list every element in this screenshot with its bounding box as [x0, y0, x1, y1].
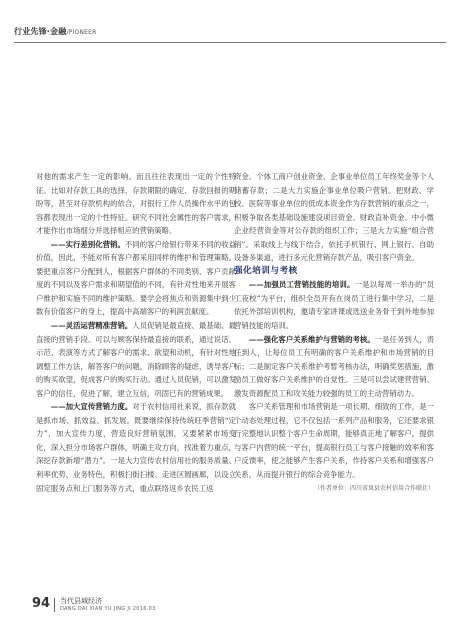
author-note: （作者单位：四川省岚县农村信用合作联社）: [313, 484, 434, 492]
blank-image-area: [14, 52, 446, 164]
page-number: 94: [32, 596, 51, 611]
left-column: [36, 170, 236, 495]
section-header: 行业先锋·金融/PIONEER: [14, 27, 97, 36]
section-title: 强化培训与考核: [234, 265, 298, 276]
left-paragraph-2-text: 不同的客户给银行带来不同的收益价值，因此，不能对所有客户都采用同样的维护和管理策略。要把重点客户分配到人，根据客户群体的不同类别、客户贡献度的不同以及客户需求和期望值的不同，有针对性地来开展客户维护和实施不同的维护策略。要学会将焦点和资源集中到少数有价值客户的身上，提高中高端客户的利润贡献度。: [36, 239, 236, 317]
right-paragraph-3: [234, 333, 434, 401]
page-footer: [14, 596, 434, 620]
left-paragraph-1: 对他的需求产生一定的影响。而且往往表现出一定的个性特征。比如对存款工具的选择、存款期限的确定、存款回报的期盼等，甚至对存款机构的依合，对银行工作人员操作水平的包容都表现出一定的个性特征。研究不同社会属性的客户需求，才能作出市场细分并选择相应的营销策略。: [36, 172, 236, 236]
header-title: 行业先锋·金融: [14, 27, 67, 36]
magazine-subtitle: DANG DAI XIAN YU JING JI 2016.03: [60, 606, 156, 612]
right-paragraph-2: [234, 278, 434, 332]
right-paragraph-3-lead: ——强化客户关系维护与营销的考核。: [248, 334, 375, 344]
right-paragraph-3-text: 一是任务到人，责任到人，让每位员工有明确的客户关系维护和市场营销的目标；二是制定客户关系维护考暂考核办法，明确奖惩措施，激励员工做好客户关系维护的自觉性。三是可以尝试建营营销、激发资源配员工和攻关能力较强的员工的主动营销动力。: [234, 334, 434, 398]
right-paragraph-1: 资金、个体工商户创业资金、企事业单位员工年终奖金等个人储蓄存款；二是大力实施企事业单位吸户营销。把财政、学校、医院等事业单位的低成本资金作为存款营销的重点之一，积极争取各类基础设施建设项目资金、财政直补资金、中小微企业经营资金等对公存款的组织工作；三是大力实施“组合营销”。采取线上与线下结合，依托手机银行、网上银行、自助设备多渠道，进行多元化营销存款产品，吸引客户资金。: [234, 172, 434, 263]
right-paragraph-4: 客户关系管理和市场营销是一项长期、细致的工作，是一个动态处理过程，它不仅包括一系列产品和服务，它还要求银行完整地认识整个客户生命周期，能够真正地了解客户，提供与客户内营的统一平台，提高银行员工与客户接触的效率和客户反馈率，使之能够产生客户关系，作持客户关系和增强客户关系，从而提升银行的综合竞争能力。: [234, 402, 434, 480]
left-paragraph-3: [36, 319, 236, 400]
left-paragraph-2: [36, 238, 236, 319]
magazine-title: 当代县域经济: [60, 597, 102, 605]
right-paragraph-2-text: 一是以每周一举办的“员工夜校”为平台，组织全员开有在岗员工进行集中学习，二是依托外部培训机构，邀请专家讲课或选送业务骨干到外地参加营销技能的培训。: [234, 280, 434, 331]
left-paragraph-3-text: 人员促销是最直接、最基础、最直接的营销手段。可以与顾客保持最直接的联系，通过说话、示范、表演等方式了解客户的需求、欲望和动机，有针对性地调整工作方法，解答客户的问题，消除顾客的疑虑，诱导客户的购买欲望，促成客户的购买行动。通过人员促销，可以激发客户的信任，促进了解，建立互信，巩固已有的营销成果。: [36, 321, 236, 398]
footer-divider: [54, 598, 55, 612]
header-rule: [14, 42, 446, 43]
left-paragraph-3-lead: ——灵活运营精准营销。: [50, 321, 133, 331]
left-paragraph-4-text: 对于农村信用社来说，抓存款就是抓市场、抓效益、抓发展。既要继续保持传统旺季营销“定力”，加大宣传力度，营造良好营销氛围，又要紧紧市场变化，深入担分市场客户群体，明确主攻方向，找准着力重点，深挖存款新增“潜力”。一是大力宣传农村信用社的服务质量、利率优势、业务特色，积极扫街扫楼、走进区圆画廊，以设立固定服务点和上门服务等方式，重点联络返乡农民工返: [36, 402, 236, 493]
header-subtitle: PIONEER: [68, 29, 97, 36]
left-paragraph-4-lead: ——加大宣传营销力度。: [50, 402, 133, 412]
left-paragraph-2-lead: ——实行差别化营销。: [50, 239, 125, 249]
right-column: [234, 170, 434, 495]
right-paragraph-2-lead: ——加强员工营销技能的培训。: [248, 280, 355, 290]
left-paragraph-4: [36, 400, 236, 495]
page-header: [14, 20, 446, 46]
